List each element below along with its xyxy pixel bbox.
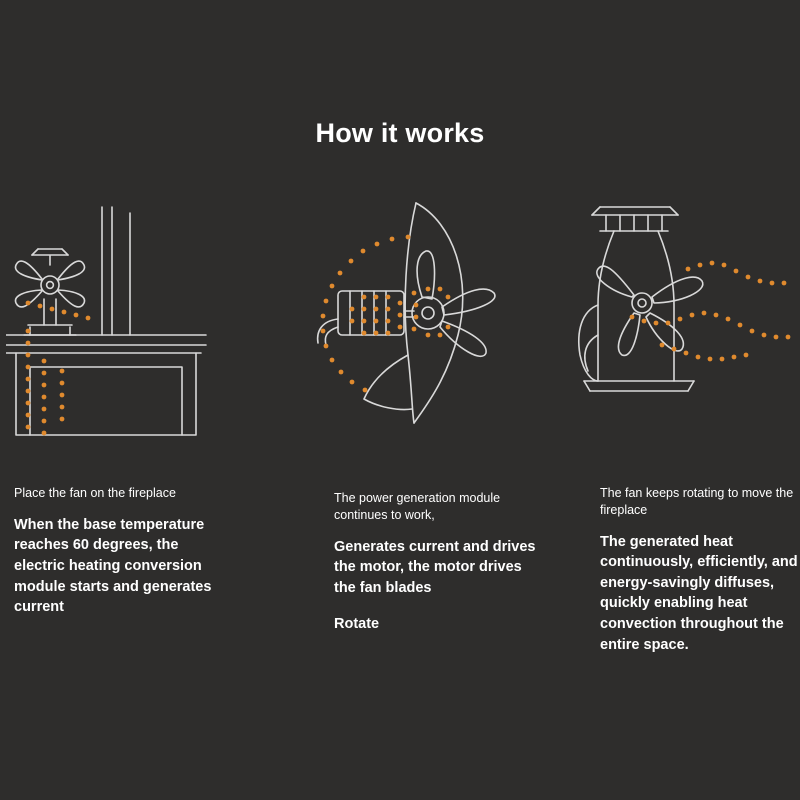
step-3-caption-small: The fan keeps rotating to move the fireplace <box>600 486 794 517</box>
step-2-caption-extra: Rotate <box>334 616 380 633</box>
fireplace-with-stove-fan-icon <box>6 185 278 455</box>
step-3-caption <box>600 485 800 655</box>
step-1-caption <box>14 485 229 618</box>
steps-container <box>0 185 800 653</box>
step-3 <box>570 185 798 653</box>
page-title: How it works <box>315 118 485 148</box>
stove-fan-heat-convection-icon <box>570 185 798 455</box>
step-1-caption-main: When the base temperature reaches 60 degrees, the electric heating conversion module starts and generates current <box>14 516 212 616</box>
step-2-caption-main: Generates current and drives the motor, the motor drives the fan blades <box>334 538 536 596</box>
motor-and-fan-blades-icon <box>282 185 570 455</box>
step-1 <box>6 185 278 645</box>
step-3-caption-main: The generated heat continuously, efficiently, and energy-savingly diffuses, quickly enabling heat convection throughout the entire space. <box>600 533 798 653</box>
step-1-caption-small: Place the fan on the fireplace <box>14 486 176 500</box>
step-2 <box>282 185 570 645</box>
step-2-caption <box>334 490 539 635</box>
step-2-caption-small: The power generation module continues to work, <box>334 491 501 522</box>
